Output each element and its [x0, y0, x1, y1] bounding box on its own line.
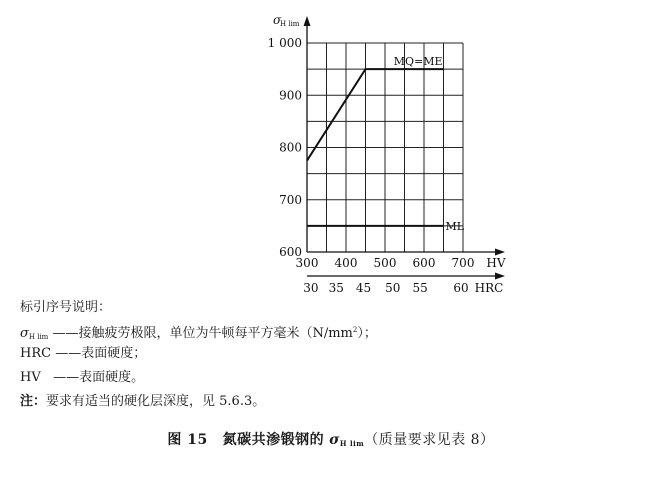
legend-dash: —— — [53, 370, 80, 385]
chart-series — [307, 55, 465, 233]
y-tick-label: 600 — [279, 245, 302, 259]
legend-title: 标引序号说明： — [20, 300, 112, 315]
x-tick-label: 700 — [451, 256, 475, 270]
y-axis-label: σ — [273, 13, 282, 27]
note-text: 要求有适当的硬化层深度，见 5.6.3。 — [46, 394, 266, 409]
legend-dash: —— — [52, 326, 79, 341]
y-axis-arrow — [304, 16, 311, 26]
figure-caption — [0, 429, 662, 449]
chart-ticks — [268, 13, 506, 295]
legend-dash: —— — [55, 346, 82, 361]
chart-grid — [307, 43, 463, 252]
legend-subscript: H lim — [28, 333, 49, 341]
x2-tick-label: 55 — [412, 281, 428, 295]
x2-tick-label: 35 — [328, 281, 344, 295]
x2-tick-label: 50 — [385, 281, 401, 295]
caption-suffix: （质量要求见表 8） — [364, 432, 495, 448]
x2-axis-arrow — [495, 273, 505, 280]
x2-tick-label: 30 — [303, 281, 319, 295]
x2-tick-label: 45 — [355, 281, 372, 295]
y-tick-label: 900 — [279, 88, 302, 103]
x-tick-label: 500 — [373, 256, 397, 270]
legend-symbol: HV — [20, 370, 41, 385]
caption-fig-no: 图 15 — [167, 432, 208, 448]
legend-text: 表面硬度。 — [79, 370, 145, 385]
y-tick-label: 1 000 — [267, 36, 302, 50]
legend-item-hrc — [20, 346, 146, 362]
legend-symbol: HRC — [20, 346, 52, 361]
y-axis-label-subscript: H lim — [280, 20, 300, 28]
legend-text: 表面硬度； — [81, 346, 147, 361]
legend-item-sigma — [20, 322, 377, 345]
y-tick-label: 700 — [279, 192, 302, 207]
legend-end: ）； — [357, 326, 377, 341]
y-tick-label: 800 — [279, 140, 302, 155]
x-tick-label: 600 — [412, 256, 436, 270]
caption-subscript: H lim — [339, 439, 365, 448]
caption-symbol: σ — [329, 432, 340, 448]
x2-tick-label: 60 — [453, 281, 469, 295]
legend-sup: 2 — [352, 326, 358, 334]
x-axis-label: HV — [486, 256, 506, 270]
note-label: 注： — [20, 394, 47, 409]
series-label-mq-me: MQ=ME — [393, 55, 443, 69]
x2-axis-label: HRC — [474, 281, 504, 295]
series-label-ml: ML — [445, 219, 465, 233]
series-line-mq-me — [307, 69, 444, 160]
x-axis-arrow — [495, 249, 505, 256]
note — [20, 394, 265, 410]
x-tick-label: 400 — [334, 256, 358, 270]
legend-item-hv — [20, 370, 144, 386]
caption-title: 氮碳共渗锻钢的 — [222, 432, 325, 448]
legend-text: 接触疲劳极限，单位为牛顿每平方毫米（N/mm — [78, 326, 353, 341]
x-tick-label: 300 — [295, 256, 319, 270]
legend-symbol: σ — [20, 326, 29, 341]
